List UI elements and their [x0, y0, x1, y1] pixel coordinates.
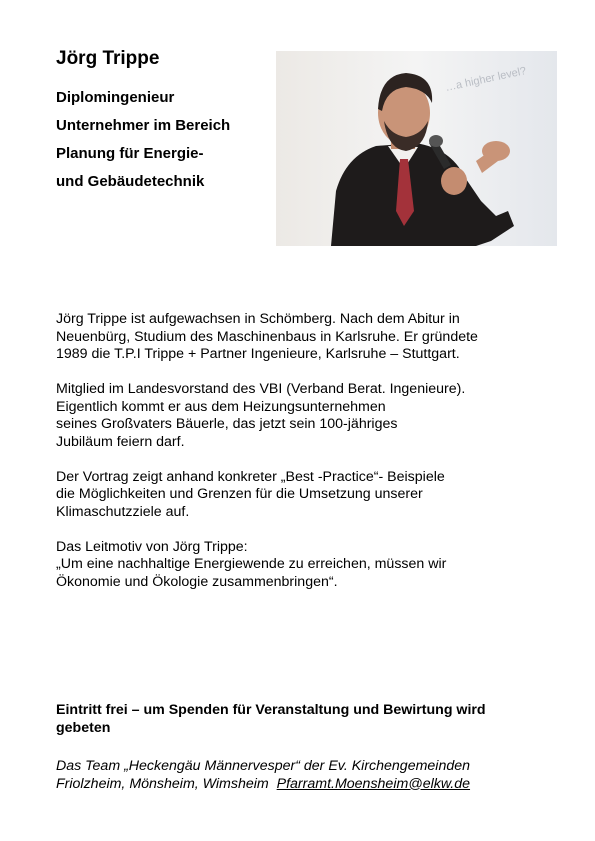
bio-line: Neuenbürg, Studium des Maschinenbaus in Karlsruhe. Er gründete — [56, 328, 478, 345]
admission-line: gebeten — [56, 719, 111, 736]
speaker-name: Jörg Trippe — [56, 48, 160, 69]
bio-line: Der Vortrag zeigt anhand konkreter „Best -Practice“- Beispiele — [56, 468, 445, 485]
bio-line: Eigentlich kommt er aus dem Heizungsunternehmen — [56, 398, 386, 415]
speaker-photo — [276, 51, 557, 246]
bio-line: Jubiläum feiern darf. — [56, 433, 185, 450]
bio-paragraph-1 — [56, 311, 556, 364]
bio-paragraph-4 — [56, 539, 556, 592]
organizer-note — [56, 758, 576, 793]
photo-background-text: …a higher level? — [444, 65, 528, 94]
bio-line: die Möglichkeiten und Grenzen für die Umsetzung unserer — [56, 486, 423, 502]
header — [56, 46, 276, 196]
bio-line: Jörg Trippe ist aufgewachsen in Schömberg. Nach dem Abitur in — [56, 311, 460, 327]
bio-paragraph-2 — [56, 381, 556, 451]
biography — [56, 311, 556, 609]
bio-paragraph-3 — [56, 469, 556, 522]
speaker-title-2: Unternehmer im Bereich — [56, 117, 231, 134]
bio-line: 1989 die T.P.I Trippe + Partner Ingenieure, Karlsruhe – Stuttgart. — [56, 346, 460, 362]
speaker-title-1: Diplomingenieur — [56, 89, 175, 106]
speaker-title-3: Planung für Energie- — [56, 145, 204, 162]
admission-line: Eintritt frei – um Spenden für Veranstaltung und Bewirtung wird — [56, 702, 486, 718]
bio-line: Ökonomie und Ökologie zusammenbringen“. — [56, 573, 338, 590]
speaker-title-4: und Gebäudetechnik — [56, 173, 205, 190]
organizer-line-1: Das Team „Heckengäu Männervesper“ der Ev. Kirchengemeinden — [56, 758, 471, 774]
organizer-line-2 — [56, 776, 576, 794]
bio-line: seines Großvaters Bäuerle, das jetzt sein 100-jähriges — [56, 416, 398, 432]
bio-line: „Um eine nachhaltige Energiewende zu erreichen, müssen wir — [56, 556, 447, 572]
bio-line: Klimaschutzziele auf. — [56, 503, 190, 520]
speaker-photo-illustration — [276, 51, 557, 246]
organizer-parishes: Friolzheim, Mönsheim, Wimsheim — [56, 775, 269, 792]
email-link[interactable]: Pfarramt.Moensheim@elkw.de — [276, 775, 471, 792]
bio-line: Mitglied im Landesvorstand des VBI (Verband Berat. Ingenieure). — [56, 381, 466, 397]
bio-line: Das Leitmotiv von Jörg Trippe: — [56, 538, 248, 555]
admission-note — [56, 702, 556, 737]
